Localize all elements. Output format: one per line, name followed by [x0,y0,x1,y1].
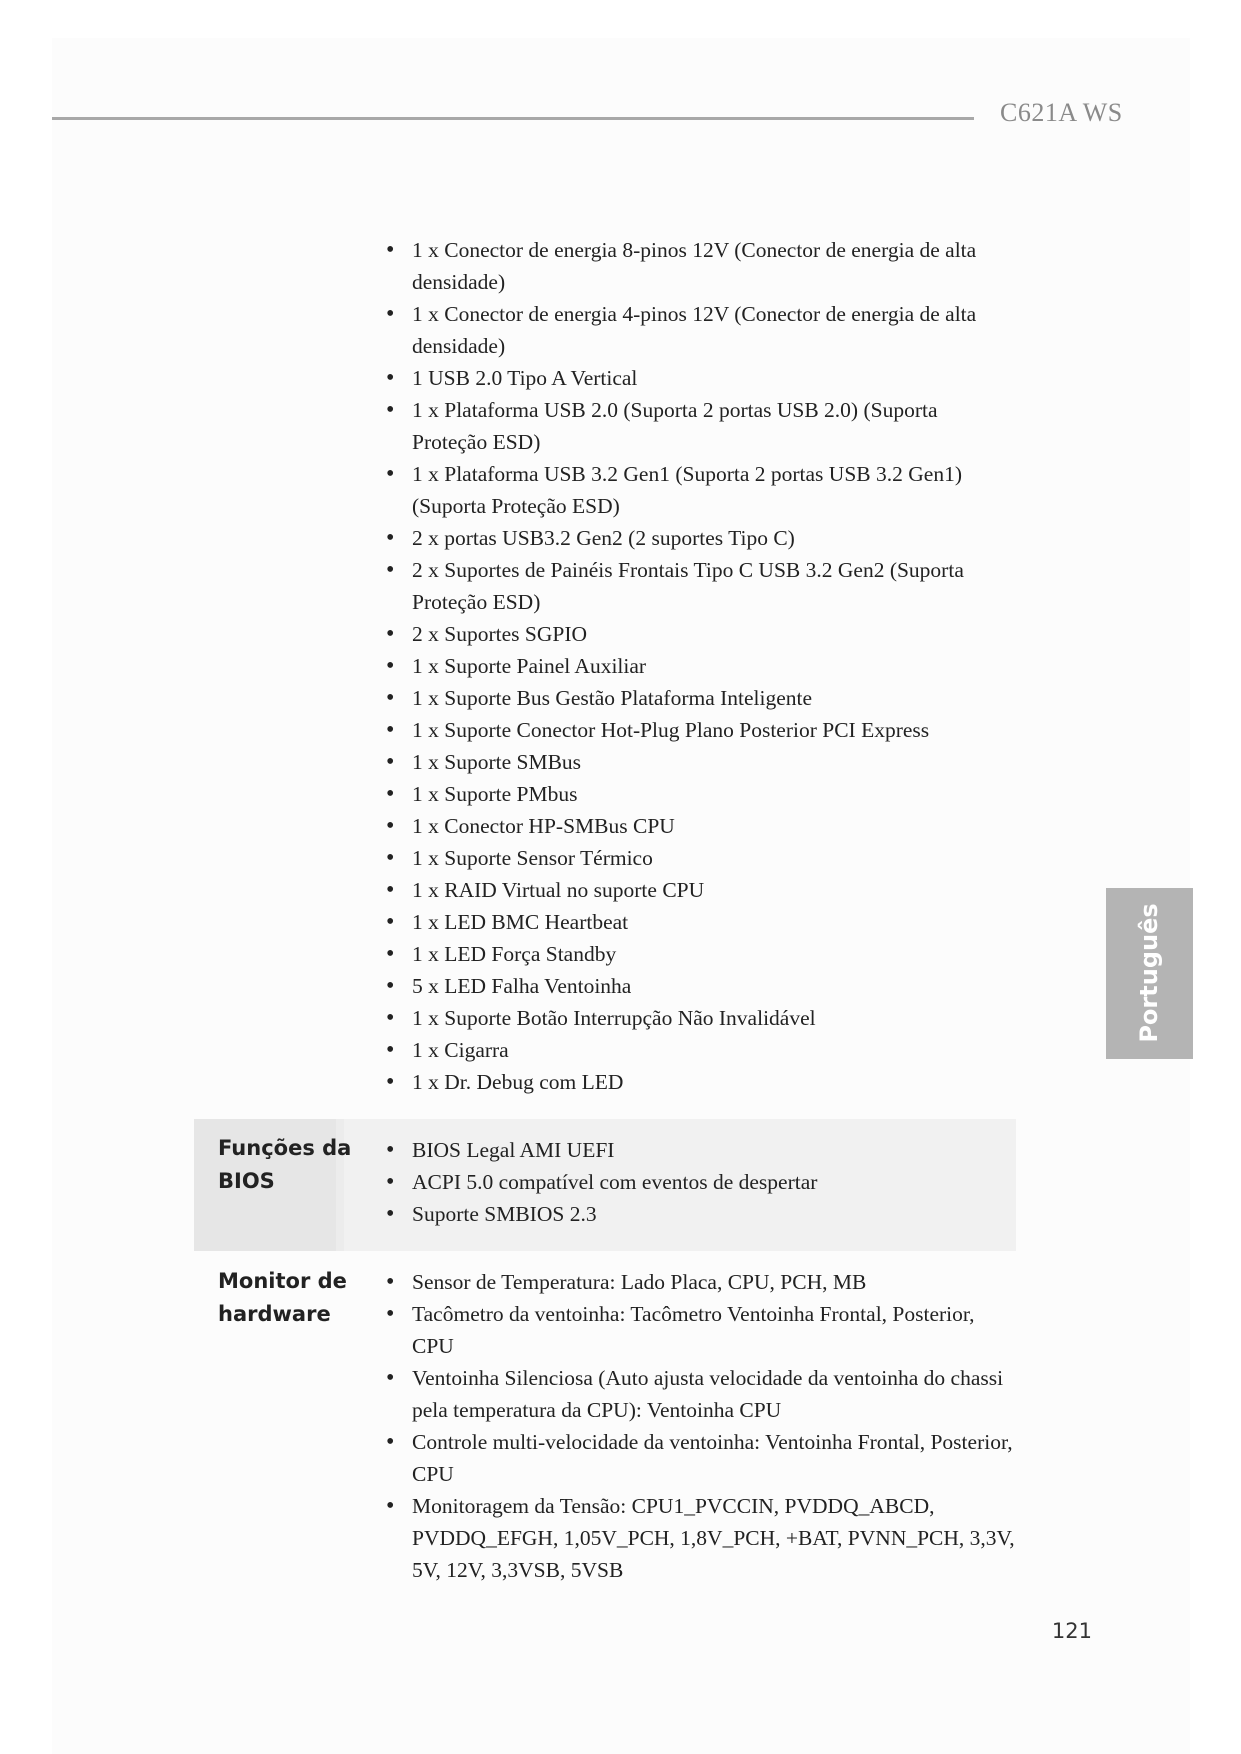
list-item: • ACPI 5.0 compatível com eventos de despertar [386,1166,1016,1198]
section-label-line: BIOS [218,1169,275,1193]
list-item: • 1 x Conector HP-SMBus CPU [386,810,1016,842]
section-label-line: Funções da [218,1136,352,1160]
list-item: • 1 USB 2.0 Tipo A Vertical [386,362,1016,394]
list-item: • Monitoragem da Tensão: CPU1_PVCCIN, PVDDQ_ABCD, PVDDQ_EFGH, 1,05V_PCH, 1,8V_PCH, +BAT, PVNN_PCH, 3,3V, 5V, 12V, 3,3VSB, 5VSB [386,1490,1016,1586]
connectors-list [386,234,1016,1098]
list-item: • BIOS Legal AMI UEFI [386,1134,1016,1166]
list-item: • 1 x Suporte Botão Interrupção Não Invalidável [386,1002,1016,1034]
list-item: • Sensor de Temperatura: Lado Placa, CPU, PCH, MB [386,1266,1016,1298]
list-item: • Ventoinha Silenciosa (Auto ajusta velocidade da ventoinha do chassi pela temperatura da CPU): Ventoinha CPU [386,1362,1016,1426]
page-number: 121 [1051,1619,1092,1643]
language-tab-label: Português [1135,903,1163,1043]
hardware-monitor-section-label [218,1265,347,1331]
list-item: • 1 x Suporte Sensor Térmico [386,842,1016,874]
hardware-monitor-list [386,1266,1016,1586]
list-item: • 1 x LED Força Standby [386,938,1016,970]
list-item: • 1 x LED BMC Heartbeat [386,906,1016,938]
bios-section-label [218,1132,351,1198]
list-item: • Suporte SMBIOS 2.3 [386,1198,1016,1230]
model-title: C621A WS [1000,98,1123,127]
list-item: • 1 x RAID Virtual no suporte CPU [386,874,1016,906]
list-item: • 2 x Suportes SGPIO [386,618,1016,650]
list-item: • 1 x Conector de energia 8-pinos 12V (Conector de energia de alta densidade) [386,234,1016,298]
list-item: • 1 x Plataforma USB 3.2 Gen1 (Suporta 2 portas USB 3.2 Gen1) (Suporta Proteção ESD) [386,458,1016,522]
list-item: • Controle multi-velocidade da ventoinha: Ventoinha Frontal, Posterior, CPU [386,1426,1016,1490]
list-item: • 1 x Dr. Debug com LED [386,1066,1016,1098]
list-item: • 1 x Conector de energia 4-pinos 12V (Conector de energia de alta densidade) [386,298,1016,362]
list-item: • 1 x Suporte Conector Hot-Plug Plano Posterior PCI Express [386,714,1016,746]
list-item: • 1 x Suporte PMbus [386,778,1016,810]
list-item: • 1 x Cigarra [386,1034,1016,1066]
section-label-line: Monitor de [218,1269,347,1293]
list-item: • 5 x LED Falha Ventoinha [386,970,1016,1002]
list-item: • 1 x Suporte Painel Auxiliar [386,650,1016,682]
list-item: • 1 x Suporte Bus Gestão Plataforma Inteligente [386,682,1016,714]
list-item: • 1 x Plataforma USB 2.0 (Suporta 2 portas USB 2.0) (Suporta Proteção ESD) [386,394,1016,458]
bios-features-list [386,1134,1016,1230]
list-item: • 2 x portas USB3.2 Gen2 (2 suportes Tipo C) [386,522,1016,554]
language-tab [1106,888,1193,1059]
section-label-line: hardware [218,1302,331,1326]
list-item: • 2 x Suportes de Painéis Frontais Tipo C USB 3.2 Gen2 (Suporta Proteção ESD) [386,554,1016,618]
header-rule [52,117,974,120]
list-item: • 1 x Suporte SMBus [386,746,1016,778]
list-item: • Tacômetro da ventoinha: Tacômetro Ventoinha Frontal, Posterior, CPU [386,1298,1016,1362]
